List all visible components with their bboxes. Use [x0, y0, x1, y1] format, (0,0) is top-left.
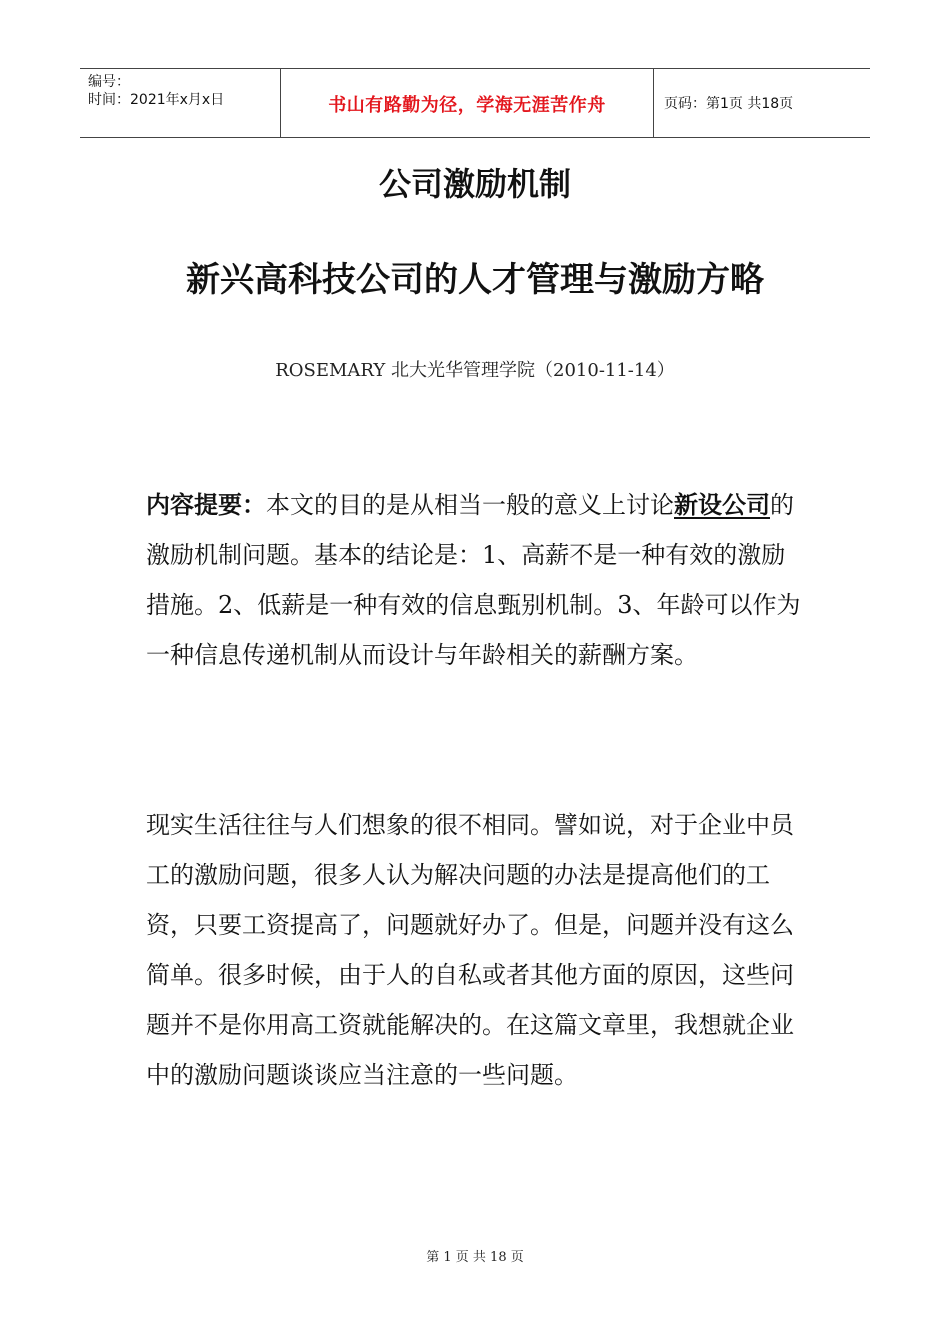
abstract-text-end: 的激励机制问题。基本的结论是：1、高薪不是一种有效的激励措施。2、低薪是一种有效的信息甄别机制。3、年龄可以作为一种信息传递机制从而设计与年龄相关的薪酬方案。	[146, 491, 801, 669]
document-title: 公司激励机制	[378, 165, 571, 203]
abstract-text-start: 本文的目的是从相当一般的意义上讨论	[266, 491, 674, 519]
document-subtitle: 新兴高科技公司的人才管理与激励方略	[186, 260, 764, 300]
header-page-cell	[654, 69, 870, 137]
abstract-emphasis: 新设公司	[674, 491, 770, 519]
abstract-paragraph	[146, 480, 806, 680]
header-page-info: 页码：第1页 共18页	[664, 96, 794, 112]
header-motto: 书山有路勤为径，学海无涯苦作舟	[328, 95, 606, 116]
abstract-label: 内容提要：	[146, 491, 266, 519]
page-footer: 第 1 页 共 18 页	[426, 1250, 524, 1265]
document-number-label: 编号：	[88, 74, 130, 90]
intro-paragraph: 现实生活往往与人们想象的很不相同。譬如说，对于企业中员工的激励问题，很多人认为解决问题的办法是提高他们的工资，只要工资提高了，问题就好办了。但是，问题并没有这么简单。很多时候，由于人的自私或者其他方面的原因，这些问题并不是你用高工资就能解决的。在这篇文章里，我想就企业中的激励问题谈谈应当注意的一些问题。	[146, 811, 794, 1089]
document-header	[80, 68, 870, 138]
header-motto-cell	[281, 69, 654, 137]
document-date-label: 时间：2021年x月x日	[88, 92, 225, 108]
document-byline: ROSEMARY 北大光华管理学院（2010-11-14）	[275, 360, 675, 381]
header-meta-cell	[80, 69, 281, 137]
